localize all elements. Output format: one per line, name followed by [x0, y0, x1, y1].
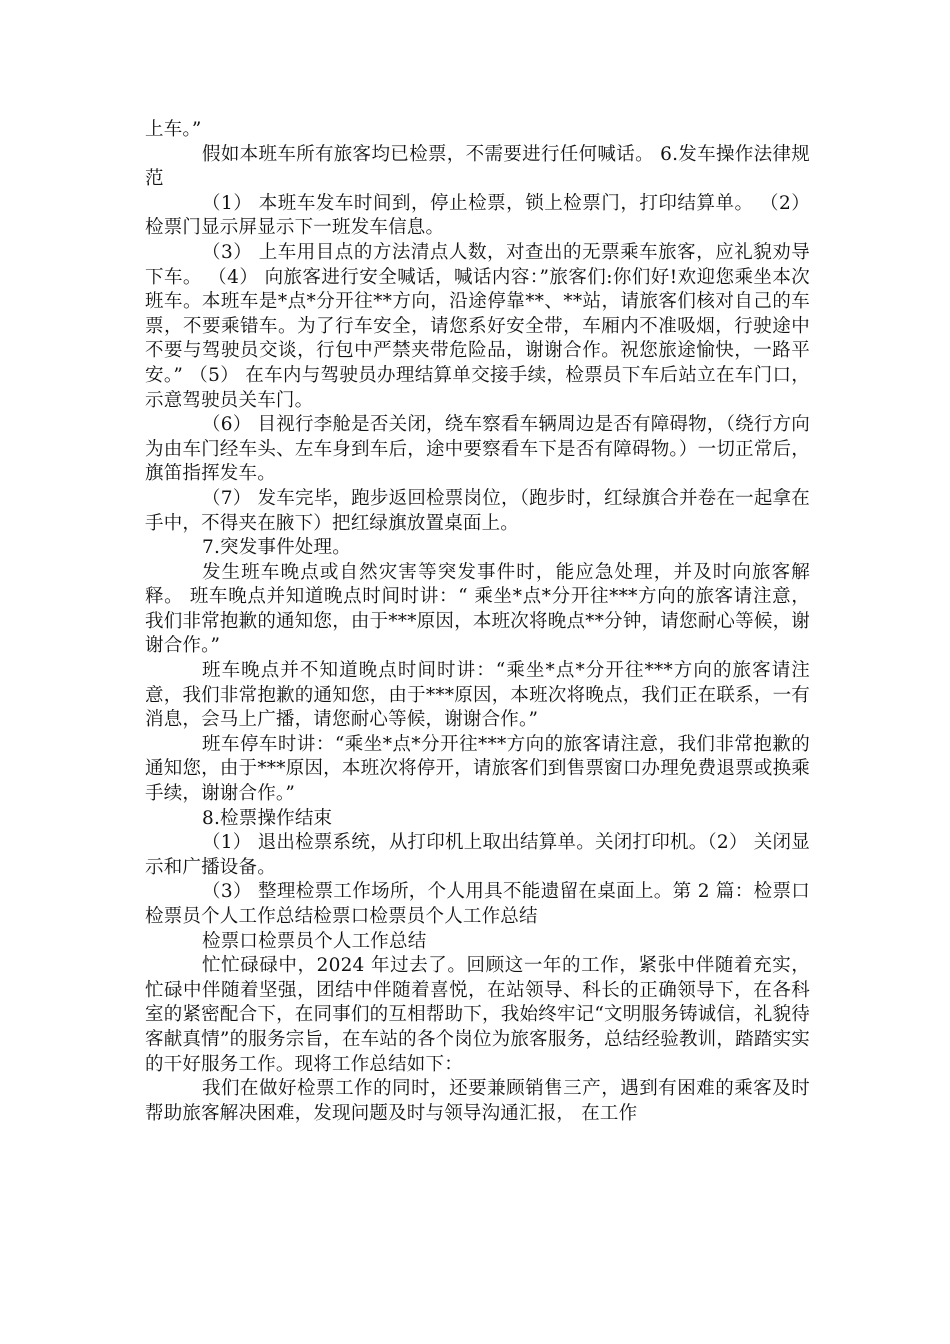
- document-page: [145, 118, 810, 1126]
- paragraph-service-stopped: 班车停车时讲：“乘坐*点*分开往***方向的旅客请注意，我们非常抱歉的通知您，由于***原因，本班次将停开，请旅客们到售票窗口办理免费退票或换乘手续，谢谢合作。”: [145, 733, 810, 805]
- paragraph-delay-unknown: 班车晚点并不知道晚点时间时讲：“乘坐*点*分开往***方向的旅客请注意，我们非常抱歉的通知您，由于***原因，本班次将晚点，我们正在联系，一有消息，会马上广播，请您耐心等候，谢谢合作。”: [145, 660, 810, 731]
- heading-emergency-handling: 7.突发事件处理。: [202, 537, 351, 559]
- paragraph-work-duties: 我们在做好检票工作的同时，还要兼顾销售三产，遇到有困难的乘客及时帮助旅客解决困难，发现问题及时与领导沟通汇报， 在工作: [145, 1078, 810, 1124]
- paragraph-step-6: （6） 目视行李舱是否关闭，绕车察看车辆周边是否有障碍物，（绕行方向为由车门经车头、左车身到车后，途中要察看车下是否有障碍物。）一切正常后，旗笛指挥发车。: [145, 414, 810, 485]
- paragraph-closing-quote: 上车。”: [145, 119, 202, 140]
- paragraph-year-review: 忙忙碌碌中，2024 年过去了。回顾这一年的工作，紧张中伴随着充实，忙碌中伴随着坚强，团结中伴随着喜悦，在站领导、科长的正确领导下，在各科室的紧密配合下，在同事们的互相帮助下，我始终牢记“文明服务铸诚信，礼貌待客献真情”的服务宗旨，在车站的各个岗位为旅客服务，总结经验教训，踏踏实实的干好服务工作。现将工作总结如下：: [145, 955, 810, 1075]
- paragraph-delay-known: 发生班车晚点或自然灾害等突发事件时，能应急处理，并及时向旅客解释。 班车晚点并知道晚点时间时讲：“ 乘坐*点*分开往***方向的旅客请注意，我们非常抱歉的通知您，由于***原因，本班次将晚点**分钟，请您耐心等候，谢谢合作。”: [145, 561, 810, 657]
- paragraph-step-7: （7） 发车完毕，跑步返回检票岗位，（跑步时，红绿旗合并卷在一起拿在手中，不得夹在腋下）把红绿旗放置桌面上。: [145, 487, 810, 534]
- heading-work-summary: 检票口检票员个人工作总结: [202, 930, 427, 952]
- paragraph-step-1-2: （1） 本班车发车时间到，停止检票，锁上检票门，打印结算单。 （2） 检票门显示屏显示下一班发车信息。: [145, 192, 810, 239]
- paragraph-no-announcement: 假如本班车所有旅客均已检票，不需要进行任何喊话。 6.发车操作法律规范: [145, 143, 810, 190]
- paragraph-end-step-3: （3） 整理检票工作场所，个人用具不能遗留在桌面上。第 2 篇：检票口检票员个人工作总结检票口检票员个人工作总结: [145, 881, 810, 927]
- paragraph-end-step-1-2: （1） 退出检票系统，从打印机上取出结算单。关闭打印机。（2） 关闭显示和广播设备。: [145, 832, 810, 878]
- heading-ticket-check-end: 8.检票操作结束: [202, 807, 333, 829]
- paragraph-step-3-5: （3） 上车用目点的方法清点人数，对查出的无票乘车旅客，应礼貌劝导下车。 （4） 向旅客进行安全喊话，喊话内容：”旅客们:你们好!欢迎您乘坐本次班车。本班车是*点*分开往**方向，沿途停靠**、**站，请旅客们核对自己的车票，不要乘错车。为了行车安全，请您系好安全带，车厢内不准吸烟，行驶途中不要与驾驶员交谈，行包中严禁夹带危险品，谢谢合作。祝您旅途愉快，一路平安。” （5） 在车内与驾驶员办理结算单交接手续，检票员下车后站立在车门口，示意驾驶员关车门。: [145, 241, 810, 411]
